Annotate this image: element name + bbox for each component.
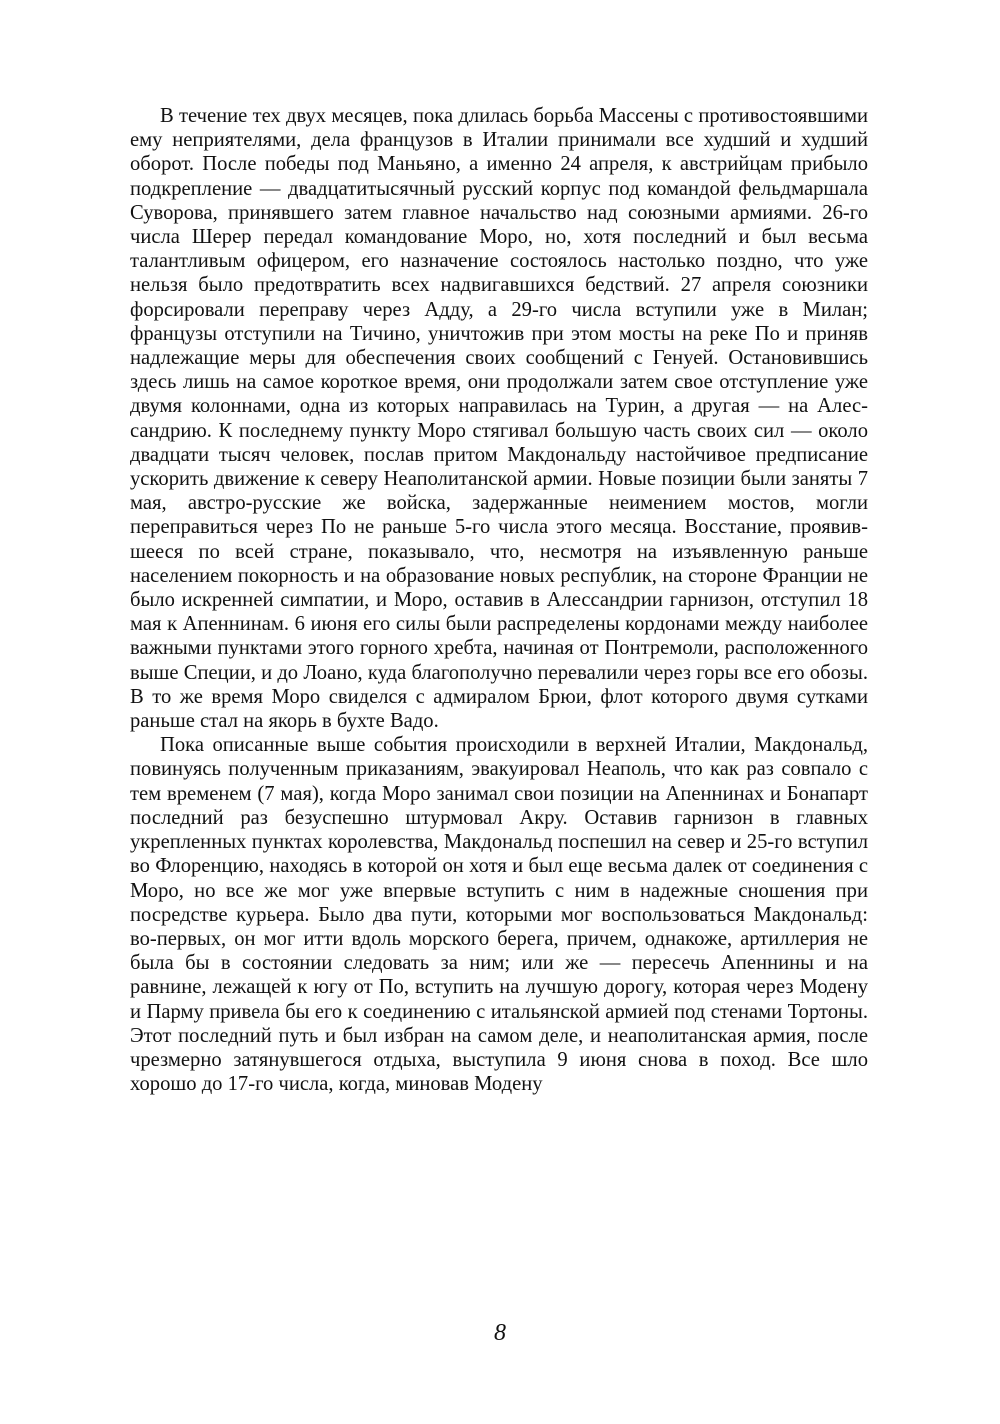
paragraph-1: В течение тех двух месяцев, пока длилась борьба Массены с противостоявшими ему неприятелями, дела французов в Италии принимали все худший и худший оборот. После победы под Маньяно, а именно 24 апреля, к австрийцам прибыло подкрепление — двадцатитысячный русский корпус под командой фельдмаршала Суворова, принявшего затем главное начальство над союзными армиями. 26-го числа Шерер передал командование Моро, но, хотя последний и был весьма талантливым офицером, его назначение состоялось настолько поздно, что уже нельзя было предотвратить всех надвигавшихся бедствий. 27 апреля союзники форсировали переправу через Адду, а 29-го числа вступили уже в Милан; французы отступили на Тичино, уничтожив при этом мосты на реке По и приняв надлежащие меры для обеспечения своих сообщений с Генуей. Остановившись здесь лишь на самое короткое время, они продолжали затем свое отступление уже двумя колоннами, одна из которых направилась на Турин, а другая — на Алессандрию. К последнему пункту Моро стягивал большую часть своих сил — около двадцати тысяч человек, послав притом Макдональду настойчивое предписание ускорить движение к северу Неаполитанской армии. Новые позиции были заняты 7 мая, австро-русские же войска, задержанные неимением мостов, могли переправиться через По не раньше 5-го числа этого месяца. Восстание, проявившееся по всей стране, показывало, что, несмотря на изъявленную раньше населением покорность и на образование новых республик, на стороне Франции не было искренней симпатии, и Моро, оставив в Алессандрии гарнизон, отступил 18 мая к Апеннинам. 6 июня его силы были распределены кордонами между наиболее важными пунктами этого горного хребта, начиная от Понтремоли, расположенного выше Специи, и до Лоано, куда благополучно перевалили через горы все его обозы. В то же время Моро свиделся с адмиралом Брюи, флот которого двумя сутками раньше стал на якорь в бухте Вадо. <box>130 105 868 733</box>
paragraph-2: Пока описанные выше события происходили в верхней Италии, Макдональд, повинуясь полученным приказаниям, эвакуировал Неаполь, что как раз совпало с тем временем (7 мая), когда Моро занимал свои позиции на Апеннинах и Бонапарт последний раз безуспешно штурмовал Акру. Оставив гарнизон в главных укрепленных пунктах королевства, Макдональд поспешил на север и 25-го вступил во Флоренцию, находясь в которой он хотя и был еще весьма далек от соединения с Моро, но все же мог уже впервые вступить с ним в надежные сношения при посредстве курьера. Было два пути, которыми мог воспользоваться Макдональд: во-первых, он мог итти вдоль морского берега, причем, однакоже, артиллерия не была бы в состоянии следовать за ним; или же — пересечь Апеннины и на равнине, лежащей к югу от По, вступить на лучшую дорогу, которая через Модену и Парму привела бы его к соединению с итальянской армией под стенами Тортоны. Этот последний путь и был избран на самом деле, и неаполитанская армия, после чрезмерно затянувшегося отдыха, выступила 9 июня снова в поход. Все шло хорошо до 17-го числа, когда, миновав Модену <box>130 734 868 1096</box>
page-number: 8 <box>494 1320 506 1346</box>
body-text <box>130 104 868 1096</box>
